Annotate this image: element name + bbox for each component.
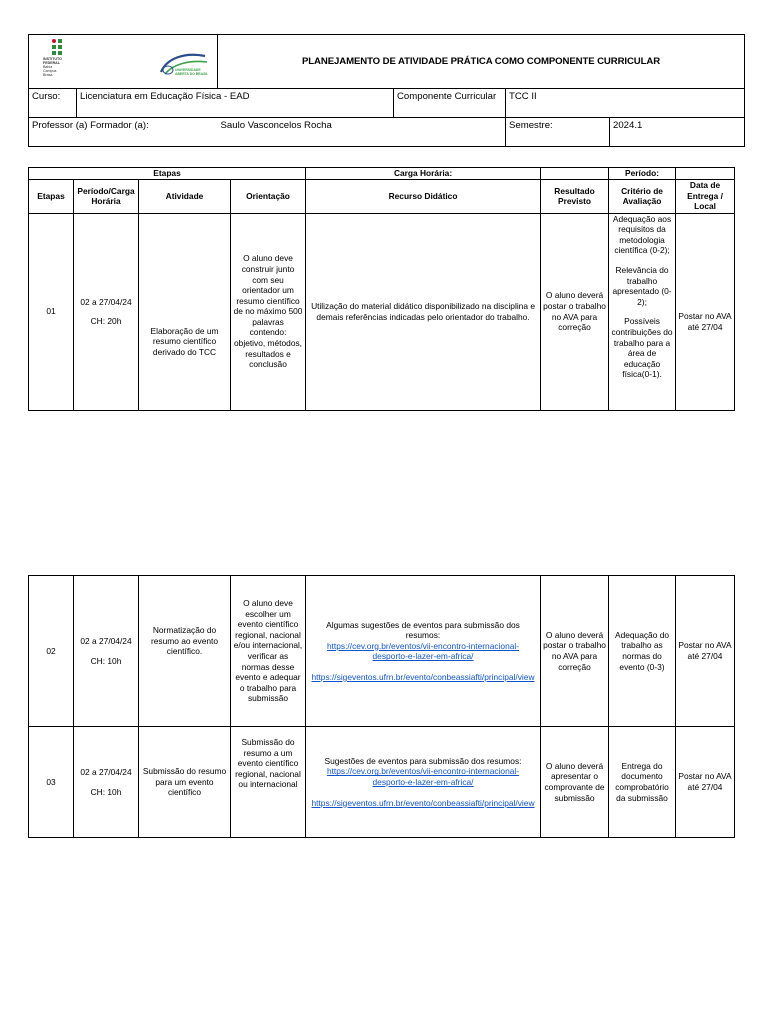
- col-etapas: Etapas: [29, 179, 74, 213]
- row2-periodo: [74, 576, 139, 727]
- row3-periodo-dates: 02 a 27/04/24: [80, 766, 132, 777]
- row2-resultado: O aluno deverá postar o trabalho no AVA para correção: [541, 576, 609, 727]
- row2-link-sigeventos[interactable]: https://sigeventos.ufrn.br/evento/conbeassiafti/principal/view: [311, 671, 535, 682]
- row2-atividade: Normatização do resumo ao evento científico.: [139, 576, 231, 727]
- row3-criterio: Entrega do documento comprobatório da submissão: [609, 727, 676, 838]
- table-row: [29, 727, 735, 838]
- row3-carga: CH: 10h: [90, 786, 122, 797]
- col-resultado: Resultado Previsto: [541, 179, 609, 213]
- col-periodo: Período/Carga Horária: [74, 179, 139, 213]
- top-etapas: Etapas: [29, 168, 306, 180]
- header-table: [28, 34, 745, 147]
- professor-value: Saulo Vasconcelos Rocha: [218, 118, 506, 147]
- row3-link-sigeventos[interactable]: https://sigeventos.ufrn.br/evento/conbeassiafti/principal/view: [311, 797, 535, 808]
- professor-label: Professor (a) Formador (a):: [29, 118, 218, 147]
- uab-logo-text: UNIVERSIDADE ABERTA DO BRASIL: [175, 68, 209, 76]
- row1-criterio-item: Possíveis contribuições do trabalho para a área de educação física(0-1).: [611, 316, 673, 380]
- row3-entrega: Postar no AVA até 27/04: [676, 727, 735, 838]
- curso-value: Licenciatura em Educação Física - EAD: [77, 89, 394, 118]
- row2-entrega: Postar no AVA até 27/04: [676, 576, 735, 727]
- row2-criterio: Adequação do trabalho as normas do evento (0-3): [609, 576, 676, 727]
- row1-recurso: Utilização do material didático disponibilizado na disciplina e demais referências indicadas pelo orientador do trabalho.: [306, 213, 541, 410]
- top-blank: [676, 168, 735, 180]
- semestre-label: Semestre:: [506, 118, 610, 147]
- row1-periodo-dates: 02 a 27/04/24: [80, 296, 132, 307]
- row1-periodo: [74, 213, 139, 410]
- row3-resultado: O aluno deverá apresentar o comprovante de submissão: [541, 727, 609, 838]
- col-criterio: Critério de Avaliação: [609, 179, 676, 213]
- document-title: PLANEJAMENTO DE ATIVIDADE PRÁTICA COMO COMPONENTE CURRICULAR: [218, 35, 745, 89]
- row2-carga: CH: 10h: [90, 655, 122, 666]
- row1-etapa: 01: [29, 213, 74, 410]
- table-row: [29, 213, 735, 410]
- table-row: [29, 576, 735, 727]
- componente-value: TCC II: [506, 89, 745, 118]
- if-logo-line: INSTITUTO: [43, 57, 62, 61]
- row1-resultado: O aluno deverá postar o trabalho no AVA para correção: [541, 213, 609, 410]
- top-carga-horaria: Carga Horária:: [306, 168, 541, 180]
- row3-periodo: [74, 727, 139, 838]
- row3-recurso-text: Sugestões de eventos para submissão dos resumos:: [324, 755, 522, 766]
- row3-orientacao: Submissão do resumo a um evento científico regional, nacional ou internacional: [231, 727, 306, 838]
- row1-atividade: Elaboração de um resumo científico derivado do TCC: [139, 213, 231, 410]
- if-logo-line: Campus: [43, 69, 57, 73]
- activities-table-page1: [28, 167, 735, 411]
- col-orientacao: Orientação: [231, 179, 306, 213]
- if-logo: [43, 39, 77, 81]
- row3-atividade: Submissão do resumo para um evento científico: [139, 727, 231, 838]
- uab-logo: [155, 50, 219, 80]
- semestre-value: 2024.1: [610, 118, 745, 147]
- row2-orientacao: O aluno deve escolher um evento científico regional, nacional e/ou internacional, verificar as normas desse evento e adequar o trabalho para submissão: [231, 576, 306, 727]
- row2-recurso: [306, 576, 541, 727]
- top-blank: [541, 168, 609, 180]
- document-header: [28, 34, 744, 147]
- activities-table-page2: [28, 575, 735, 838]
- col-entrega: Data de Entrega / Local: [676, 179, 735, 213]
- row1-orientacao: O aluno deve construir junto com seu orientador um resumo científico de no máximo 500 palavras contendo: objetivo, métodos, resultados e conclusão: [231, 213, 306, 410]
- row1-criterio: [609, 213, 676, 410]
- if-logo-line: Bahia: [43, 65, 53, 69]
- row1-criterio-item: Relevância do trabalho apresentado (0-2);: [612, 264, 672, 307]
- row3-etapa: 03: [29, 727, 74, 838]
- componente-label: Componente Curricular: [394, 89, 506, 118]
- col-recurso: Recurso Didático: [306, 179, 541, 213]
- if-logo-line: FEDERAL: [43, 61, 60, 65]
- row3-link-cev[interactable]: https://cev.org.br/eventos/vii-encontro-internacional-desporto-e-lazer-em-africa/: [326, 766, 520, 787]
- row2-periodo-dates: 02 a 27/04/24: [80, 635, 132, 646]
- top-periodo: Período:: [609, 168, 676, 180]
- row3-recurso: [306, 727, 541, 838]
- logos-cell: [29, 35, 218, 89]
- col-atividade: Atividade: [139, 179, 231, 213]
- row2-etapa: 02: [29, 576, 74, 727]
- row2-link-cev[interactable]: https://cev.org.br/eventos/vii-encontro-internacional-desporto-e-lazer-em-africa/: [326, 640, 520, 662]
- row2-recurso-text: Algumas sugestões de eventos para submissão dos resumos:: [326, 619, 520, 641]
- row1-carga: CH: 20h: [90, 316, 122, 327]
- curso-label: Curso:: [29, 89, 77, 118]
- if-logo-line: Brasa: [43, 73, 53, 77]
- row1-criterio-item: Adequação aos requisitos da metodologia científica (0-2);: [612, 213, 672, 256]
- row1-entrega: Postar no AVA até 27/04: [676, 213, 735, 410]
